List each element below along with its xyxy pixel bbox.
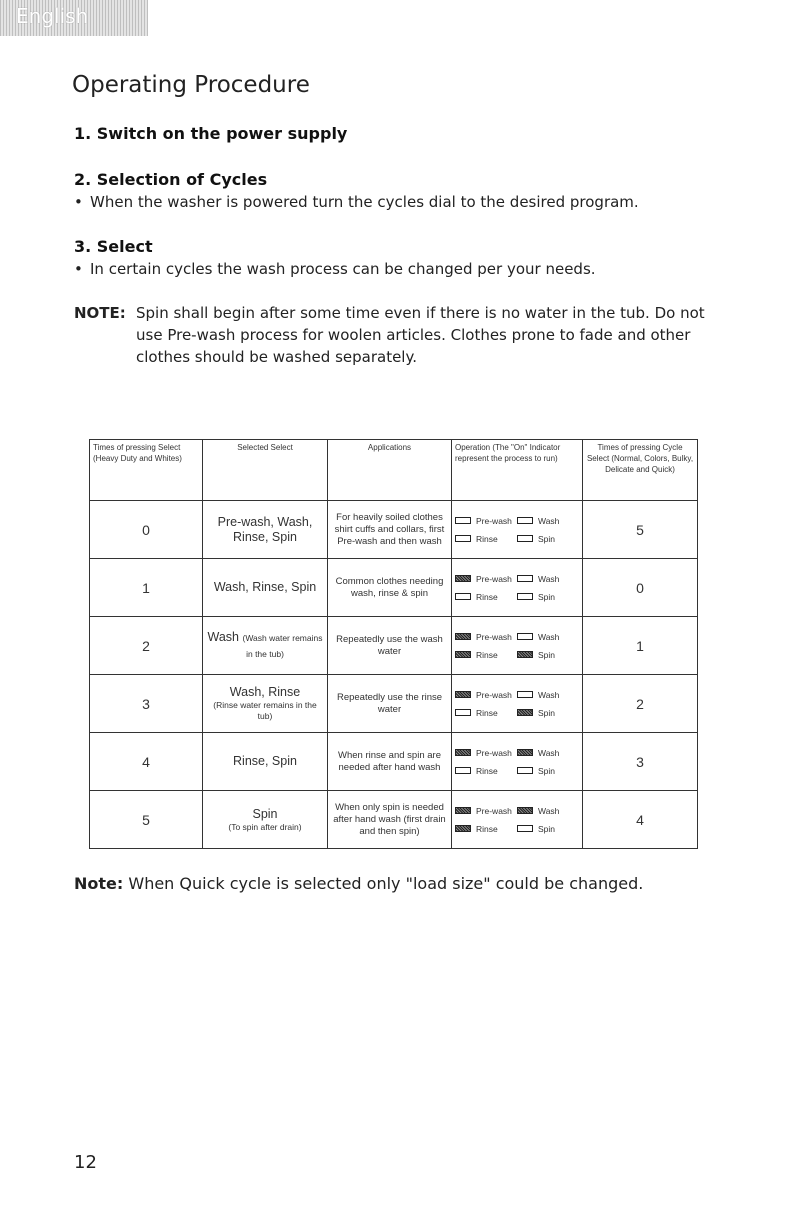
page-number: 12 (74, 1152, 97, 1173)
indicator-2 (455, 708, 517, 718)
indicator-0 (455, 574, 517, 584)
times-cycle: 1 (583, 617, 698, 675)
table-row (90, 559, 698, 617)
indicator-1 (517, 632, 579, 642)
indicator-label: Spin (538, 707, 556, 718)
indicator-3 (517, 534, 579, 544)
indicator-label: Wash (538, 515, 560, 526)
indicator-label: Spin (538, 591, 556, 602)
indicator-box (517, 709, 533, 716)
step1-heading: 1. Switch on the power supply (74, 124, 348, 143)
application: For heavily soiled clothes shirt cuffs and collars, first Pre-wash and then wash (328, 501, 452, 559)
indicator-box (455, 825, 471, 832)
times-cycle: 2 (583, 675, 698, 733)
indicator-label: Wash (538, 747, 560, 758)
indicator-1 (517, 806, 579, 816)
indicator-3 (517, 766, 579, 776)
indicator-2 (455, 534, 517, 544)
indicator-box (517, 825, 533, 832)
indicator-label: Wash (538, 573, 560, 584)
operation-indicators (452, 675, 583, 733)
selected-select: Wash, Rinse (Rinse water remains in the tub) (203, 675, 328, 733)
indicator-box (455, 767, 471, 774)
operation-indicators (452, 733, 583, 791)
selected-note: (Wash water remains in the tub) (242, 632, 323, 659)
indicator-3 (517, 824, 579, 834)
indicator-1 (517, 516, 579, 526)
note-quick (74, 874, 643, 893)
selected-select: Wash (Wash water remains in the tub) (203, 617, 328, 675)
times-select: 3 (90, 675, 203, 733)
note-quick-label: Note: (74, 874, 124, 893)
indicator-label: Spin (538, 533, 556, 544)
indicator-0 (455, 806, 517, 816)
operation-indicators (452, 559, 583, 617)
indicator-box (455, 633, 471, 640)
indicator-box (455, 575, 471, 582)
indicator-box (455, 651, 471, 658)
step2-text-body: When the washer is powered turn the cycles dial to the desired program. (90, 193, 639, 211)
table-row (90, 733, 698, 791)
step3-heading: 3. Select (74, 237, 153, 256)
header-applications: Applications (328, 440, 452, 501)
application: Common clothes needing wash, rinse & spin (328, 559, 452, 617)
indicator-box (455, 691, 471, 698)
indicator-box (517, 535, 533, 542)
indicator-label: Rinse (476, 707, 498, 718)
times-cycle: 3 (583, 733, 698, 791)
indicator-label: Spin (538, 823, 556, 834)
application: Repeatedly use the wash water (328, 617, 452, 675)
indicator-box (517, 517, 533, 524)
selected-note: (Rinse water remains in the tub) (213, 700, 317, 721)
indicator-box (517, 691, 533, 698)
times-select: 2 (90, 617, 203, 675)
indicator-1 (517, 690, 579, 700)
times-cycle: 5 (583, 501, 698, 559)
indicator-box (455, 517, 471, 524)
indicator-box (455, 535, 471, 542)
indicator-box (517, 807, 533, 814)
application: When rinse and spin are needed after hand wash (328, 733, 452, 791)
language-tab (0, 0, 148, 36)
indicator-0 (455, 632, 517, 642)
times-cycle: 0 (583, 559, 698, 617)
indicator-2 (455, 592, 517, 602)
indicator-label: Pre-wash (476, 515, 512, 526)
indicator-1 (517, 748, 579, 758)
indicator-0 (455, 690, 517, 700)
note-label: NOTE: (74, 304, 126, 322)
indicator-box (455, 593, 471, 600)
indicator-box (455, 807, 471, 814)
selected-select: Spin (To spin after drain) (203, 791, 328, 849)
selected-select: Rinse, Spin (203, 733, 328, 791)
indicator-label: Pre-wash (476, 805, 512, 816)
indicator-label: Rinse (476, 591, 498, 602)
indicator-1 (517, 574, 579, 584)
note-quick-text: When Quick cycle is selected only "load size" could be changed. (128, 874, 644, 893)
indicator-box (517, 593, 533, 600)
times-select: 1 (90, 559, 203, 617)
indicator-box (455, 709, 471, 716)
indicator-box (517, 575, 533, 582)
operation-table (89, 439, 698, 849)
indicator-0 (455, 516, 517, 526)
application: When only spin is needed after hand wash (first drain and then spin) (328, 791, 452, 849)
indicator-label: Spin (538, 765, 556, 776)
table-row (90, 791, 698, 849)
indicator-label: Rinse (476, 823, 498, 834)
header-times-select: Times of pressing Select (Heavy Duty and Whites) (90, 440, 203, 501)
header-selected: Selected Select (203, 440, 328, 501)
application: Repeatedly use the rinse water (328, 675, 452, 733)
times-select: 5 (90, 791, 203, 849)
indicator-box (517, 651, 533, 658)
note (74, 302, 714, 366)
page-title: Operating Procedure (72, 72, 310, 98)
indicator-2 (455, 824, 517, 834)
table-row (90, 501, 698, 559)
language-label: English (16, 4, 89, 28)
times-cycle: 4 (583, 791, 698, 849)
indicator-label: Rinse (476, 765, 498, 776)
indicator-label: Pre-wash (476, 631, 512, 642)
indicator-box (517, 633, 533, 640)
note-text: Spin shall begin after some time even if there is no water in the tub. Do not use Pre-wash process for woolen articles. Clothes prone to fade and other clothes should be washed separately. (136, 304, 705, 366)
selected-select: Wash, Rinse, Spin (203, 559, 328, 617)
selected-note: (To spin after drain) (228, 821, 302, 832)
indicator-3 (517, 708, 579, 718)
indicator-label: Spin (538, 649, 556, 660)
indicator-box (517, 749, 533, 756)
header-times-cycle: Times of pressing Cycle Select (Normal, Colors, Bulky, Delicate and Quick) (583, 440, 698, 501)
table-row (90, 617, 698, 675)
operation-indicators (452, 791, 583, 849)
step3-text-body: In certain cycles the wash process can be changed per your needs. (90, 260, 596, 278)
bullet: • (74, 193, 83, 211)
indicator-label: Wash (538, 805, 560, 816)
indicator-label: Rinse (476, 533, 498, 544)
selected-select: Pre-wash, Wash, Rinse, Spin (203, 501, 328, 559)
header-operation: Operation (The "On" Indicator represent the process to run) (452, 440, 583, 501)
indicator-label: Wash (538, 689, 560, 700)
times-select: 0 (90, 501, 203, 559)
indicator-0 (455, 748, 517, 758)
indicator-3 (517, 592, 579, 602)
indicator-label: Wash (538, 631, 560, 642)
indicator-box (455, 749, 471, 756)
indicator-box (517, 767, 533, 774)
table-row (90, 675, 698, 733)
operation-indicators (452, 501, 583, 559)
indicator-2 (455, 650, 517, 660)
operation-indicators (452, 617, 583, 675)
indicator-label: Pre-wash (476, 689, 512, 700)
indicator-2 (455, 766, 517, 776)
step2-text (74, 190, 639, 214)
step2-heading: 2. Selection of Cycles (74, 170, 268, 189)
indicator-label: Pre-wash (476, 747, 512, 758)
indicator-label: Pre-wash (476, 573, 512, 584)
times-select: 4 (90, 733, 203, 791)
table-header-row (90, 440, 698, 501)
indicator-3 (517, 650, 579, 660)
bullet: • (74, 260, 83, 278)
step3-text (74, 257, 596, 281)
indicator-label: Rinse (476, 649, 498, 660)
